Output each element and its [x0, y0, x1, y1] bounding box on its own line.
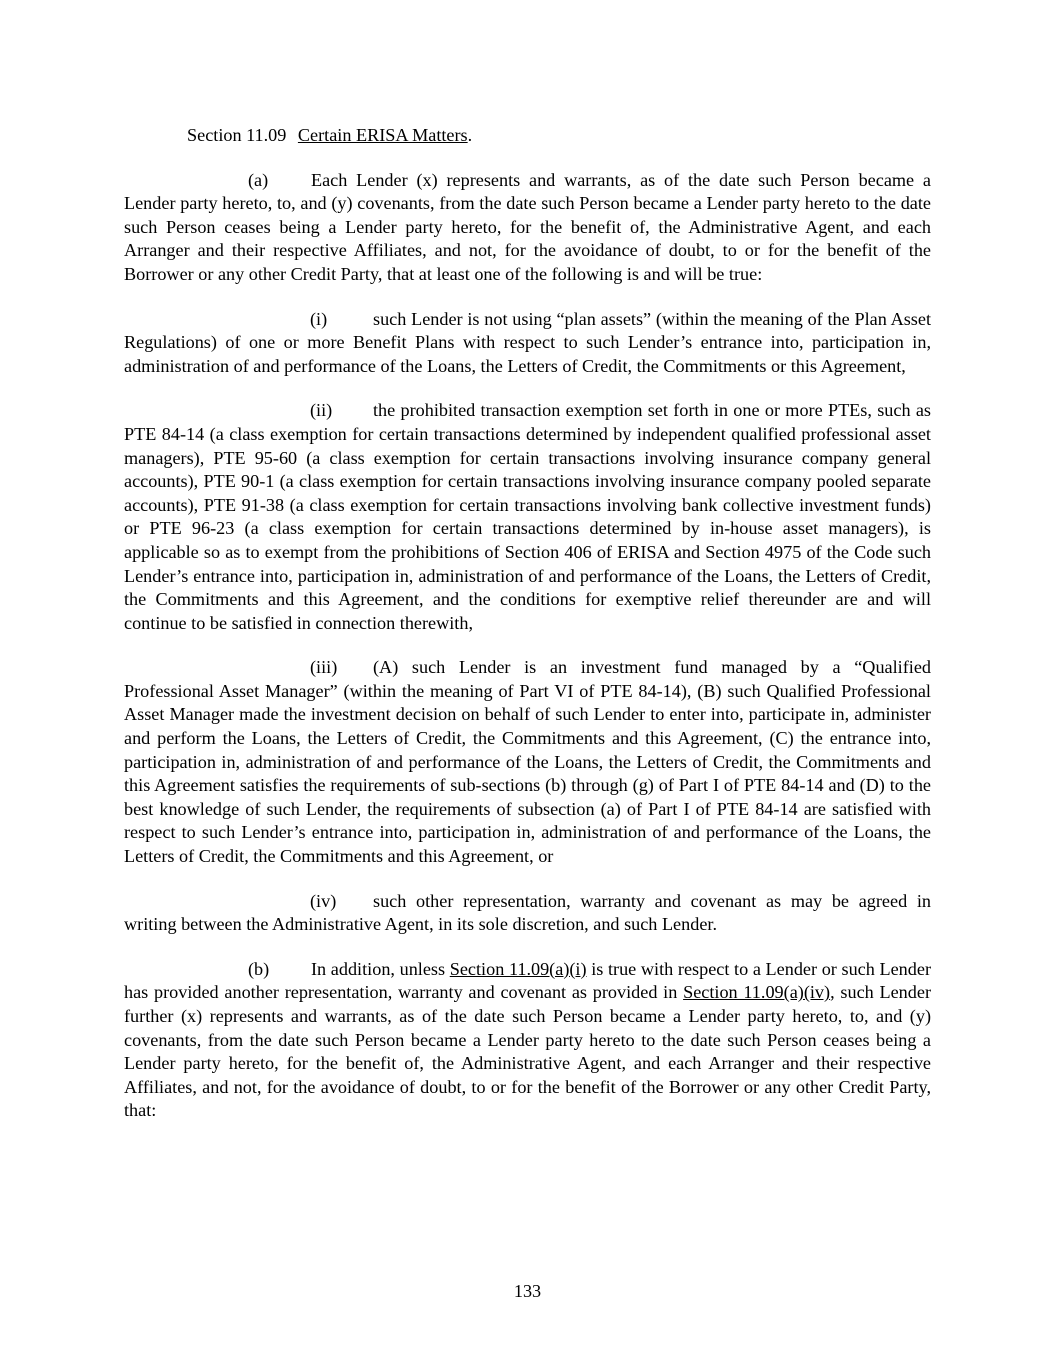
section-number: Section 11.09 — [187, 125, 287, 145]
paragraph-b-marker: (b) — [248, 958, 270, 979]
section-title-end: . — [467, 125, 473, 145]
paragraph-iii — [124, 656, 931, 868]
section-title: Certain ERISA Matters — [297, 125, 468, 145]
cross-reference-section-11-09-a-iv: Section 11.09(a)(iv) — [683, 982, 831, 1003]
paragraph-iii-text: (A) such Lender is an investment fund managed by a “Qualified Professional Asset Manager” (within the meaning of Part VI of PTE 84-14), (B) such Qualified Professional Asset Manager made the investment decision on behalf of such Lender to enter into, participate in, administer and perform the Loans, the Letters of Credit, the Commitments and this Agreement, (C) the entrance into, participation in, administration of and performance of the Loans, the Letters of Credit, the Commitments and this Agreement satisfies the requirements of sub-sections (b) through (g) of Part I of PTE 84-14 and (D) to the best knowledge of such Lender, the requirements of subsection (a) of Part I of PTE 84-14 are satisfied with respect to such Lender’s entrance into, participation in, administration of and performance of the Loans, the Letters of Credit, the Commitments and this Agreement, or — [124, 657, 931, 867]
paragraph-ii-marker: (ii) — [310, 400, 333, 421]
page-number: 133 — [513, 1281, 542, 1301]
paragraph-iii-marker: (iii) — [310, 657, 338, 678]
paragraph-i-text: such Lender is not using “plan assets” (within the meaning of the Plan Asset Regulations) of one or more Benefit Plans with respect to such Lender’s entrance into, participation in, administration of and performance of the Loans, the Letters of Credit, the Commitments or this Agreement, — [124, 308, 931, 376]
section-heading — [124, 124, 931, 148]
paragraph-ii — [124, 399, 931, 635]
document-page — [124, 124, 931, 1144]
paragraph-a-text: Each Lender (x) represents and warrants, as of the date such Person became a Lender party hereto, to, and (y) covenants, from the date such Person became a Lender party hereto to the date such Person ceases being a Lender party hereto, for the benefit of, the Administrative Agent, and each Arranger and their respective Affiliates, and not, for the avoidance of doubt, to or for the benefit of the Borrower or any other Credit Party, that at least one of the following is and will be true: — [124, 169, 931, 284]
paragraph-ii-text: the prohibited transaction exemption set forth in one or more PTEs, such as PTE 84-14 (a class exemption for certain transactions determined by independent qualified professional asset managers), PTE 95-60 (a class exemption for certain transactions involving insurance company general accounts), PTE 90-1 (a class exemption for certain transactions involving insurance company pooled separate accounts), PTE 91-38 (a class exemption for certain transactions involving bank collective investment funds) or PTE 96-23 (a class exemption for certain transactions determined by in-house asset managers), is applicable so as to exempt from the prohibitions of Section 406 of ERISA and Section 4975 of the Code such Lender’s entrance into, participation in, administration of and performance of the Loans, the Letters of Credit, the Commitments and this Agreement, and the conditions for exemptive relief thereunder are and will continue to be satisfied in connection therewith, — [124, 400, 931, 633]
paragraph-b-text-2: is true with respect to a Lender or such Lender has provided another representation, warranty and covenant as provided in — [124, 958, 931, 1003]
paragraph-iv-text: such other representation, warranty and covenant as may be agreed in writing between the Administrative Agent, in its sole discretion, and such Lender. — [124, 890, 931, 935]
paragraph-a — [124, 169, 931, 287]
paragraph-iv — [124, 890, 931, 937]
paragraph-i — [124, 308, 931, 379]
paragraph-i-marker: (i) — [310, 308, 328, 329]
paragraph-b — [124, 958, 931, 1123]
paragraph-b-text-1: In addition, unless — [311, 958, 450, 979]
cross-reference-section-11-09-a-i: Section 11.09(a)(i) — [449, 958, 587, 979]
paragraph-a-marker: (a) — [248, 169, 269, 190]
paragraph-iv-marker: (iv) — [310, 890, 337, 911]
paragraph-b-text-3: , such Lender further (x) represents and warrants, as of the date such Person became a Lender party hereto, to, and (y) covenants, from the date such Person became a Lender party hereto to the date such Person ceases being a Lender party hereto, for the benefit of, the Administrative Agent, and each Arranger and their respective Affiliates, and not, for the avoidance of doubt, to or for the benefit of the Borrower or any other Credit Party, that: — [124, 982, 931, 1121]
